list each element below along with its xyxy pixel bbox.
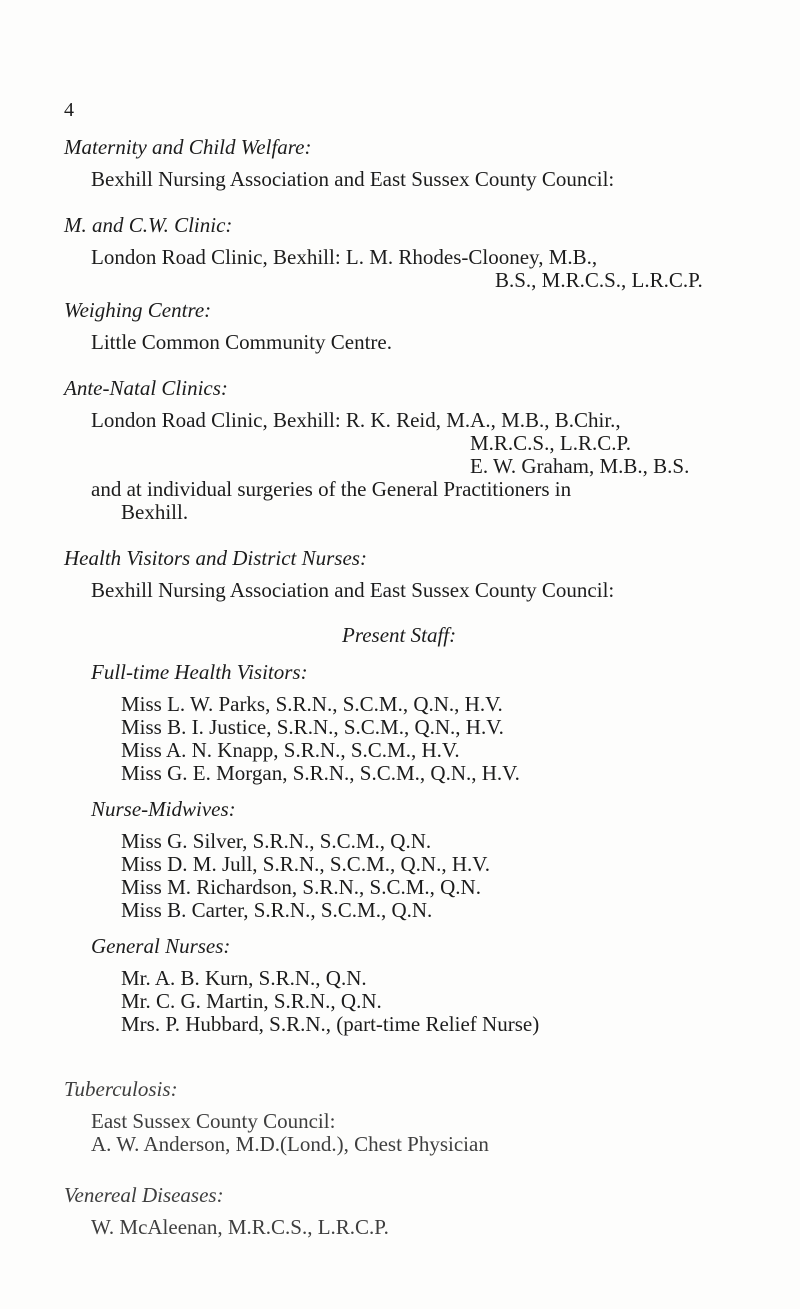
fulltime-visitor: Miss A. N. Knapp, S.R.N., S.C.M., H.V. <box>121 738 460 762</box>
antenatal-line-2: M.R.C.S., L.R.C.P. <box>470 431 632 455</box>
general-nurse: Mrs. P. Hubbard, S.R.N., (part-time Relief Nurse) <box>121 1012 540 1036</box>
present-staff-heading: Present Staff: <box>342 623 457 647</box>
maternity-heading: Maternity and Child Welfare: <box>64 135 312 159</box>
antenatal-line-1: London Road Clinic, Bexhill: R. K. Reid, M.A., M.B., B.Chir., <box>91 408 621 432</box>
venereal-line-1: W. McAleenan, M.R.C.S., L.R.C.P. <box>91 1215 389 1239</box>
tuberculosis-line-1: East Sussex County Council: <box>91 1109 336 1133</box>
mcw-clinic-line-2: B.S., M.R.C.S., L.R.C.P. <box>495 268 703 292</box>
antenatal-heading: Ante-Natal Clinics: <box>64 376 228 400</box>
fulltime-visitor: Miss L. W. Parks, S.R.N., S.C.M., Q.N., H.V. <box>121 692 503 716</box>
midwife: Miss G. Silver, S.R.N., S.C.M., Q.N. <box>121 829 432 853</box>
fulltime-visitor: Miss B. I. Justice, S.R.N., S.C.M., Q.N., H.V. <box>121 715 504 739</box>
general-nurse: Mr. C. G. Martin, S.R.N., Q.N. <box>121 989 382 1013</box>
fulltime-visitor: Miss G. E. Morgan, S.R.N., S.C.M., Q.N., H.V. <box>121 761 520 785</box>
page-number: 4 <box>64 99 74 121</box>
antenatal-line-4: and at individual surgeries of the General Practitioners in <box>91 477 572 501</box>
tuberculosis-line-2: A. W. Anderson, M.D.(Lond.), Chest Physician <box>91 1132 489 1156</box>
venereal-heading: Venereal Diseases: <box>64 1183 224 1207</box>
general-nurses-heading: General Nurses: <box>91 934 231 958</box>
midwife: Miss D. M. Jull, S.R.N., S.C.M., Q.N., H.V. <box>121 852 490 876</box>
midwife: Miss M. Richardson, S.R.N., S.C.M., Q.N. <box>121 875 481 899</box>
antenatal-line-3: E. W. Graham, M.B., B.S. <box>470 454 690 478</box>
mcw-clinic-heading: M. and C.W. Clinic: <box>64 213 233 237</box>
antenatal-line-5: Bexhill. <box>121 500 189 524</box>
weighing-heading: Weighing Centre: <box>64 298 212 322</box>
fulltime-heading: Full-time Health Visitors: <box>91 660 308 684</box>
midwives-heading: Nurse-Midwives: <box>91 797 236 821</box>
maternity-provider: Bexhill Nursing Association and East Sussex County Council: <box>91 167 615 191</box>
tuberculosis-heading: Tuberculosis: <box>64 1077 178 1101</box>
weighing-line-1: Little Common Community Centre. <box>91 330 392 354</box>
general-nurse: Mr. A. B. Kurn, S.R.N., Q.N. <box>121 966 367 990</box>
midwife: Miss B. Carter, S.R.N., S.C.M., Q.N. <box>121 898 433 922</box>
health-visitors-provider: Bexhill Nursing Association and East Sussex County Council: <box>91 578 615 602</box>
health-visitors-heading: Health Visitors and District Nurses: <box>64 546 367 570</box>
mcw-clinic-line-1: London Road Clinic, Bexhill: L. M. Rhodes-Clooney, M.B., <box>91 245 598 269</box>
